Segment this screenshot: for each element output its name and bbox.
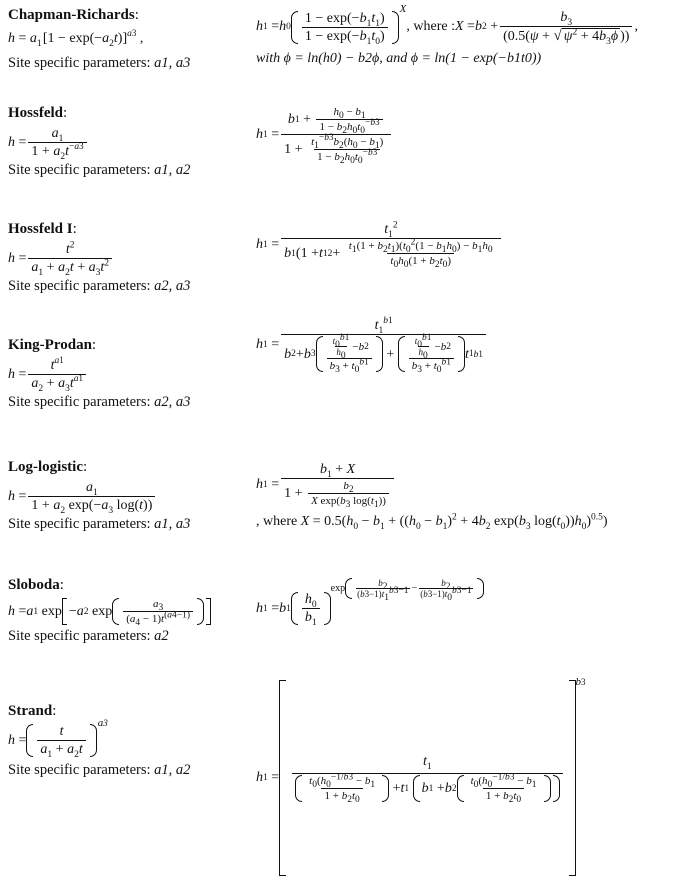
base-equation: h = a 1 exp − a 2 exp $\frac{a_3}{(a_4 - 1)t^{(a4-1)}}$ — [8, 598, 211, 625]
projection-equation: h 1 = $t_1^2$ b 1 (1 + t 1 2 + $\frac{t_1(1 + b_2t_1)(t_0^2(1 - b_1h_0) - b_1h_0}{t_0h_0(1 + b_2t_0)}$ — [256, 222, 503, 267]
model-strand — [0, 676, 690, 892]
projection-equation: h 1 = b 1 $\frac{h_0}{b_1}$ exp $\frac{b_2}{(b3-1)t_1^{b3-1}}$ − $\frac{b_2}{(b3-1)t_0^{b3-1}}$ — [256, 592, 484, 625]
model-left-column — [8, 6, 248, 72]
model-name — [8, 6, 248, 24]
where-note: , where : — [406, 19, 455, 34]
params-label: Site specific parameters: — [8, 762, 155, 778]
params-list: a2 — [154, 628, 169, 644]
model-hossfeld — [0, 104, 690, 199]
projection-equation: h 1 = b 1 + $\frac{h_0 - b_1}{1 - b_2h_0t_0^{-b3}}$ 1 + $\frac{t_1^{-b3}b_2(h_0 - b_1)}{1 - b_2h_0t_0^{-b3}}$ — [256, 106, 393, 163]
site-parameters — [8, 515, 248, 533]
phi-note: with ϕ = ln(h0) − b2ϕ, and ϕ = ln(1 − exp(−b1t0)) — [256, 51, 542, 66]
params-label: Site specific parameters: — [8, 162, 155, 178]
model-name — [8, 576, 258, 594]
model-name-colon: : — [59, 577, 64, 593]
model-left-column — [8, 458, 248, 533]
projection-equation: h 1 = h 0 $\frac{1 - \exp(-b_1t_1)}{1 - \exp(-b_1t_0)}$ X , where : X = b 2 + $b_3$ (0.5(ψ + √ $\psi^2 + 4b_3\phi$ )) , — [256, 3, 638, 47]
model-name-text: Strand — [8, 703, 53, 719]
x-definition: , where $X = 0.5(h_0 - b_1 + ((h_0 - b_1)^2 + 4b_2$ $\exp(b_3$ $\log(t_0))h_0)^{0.5}$) — [256, 512, 608, 532]
model-name — [8, 702, 248, 720]
model-name-colon: : — [134, 7, 139, 23]
model-left-column — [8, 702, 248, 779]
model-name-colon: : — [63, 105, 68, 121]
model-name-text: Hossfeld — [8, 105, 64, 121]
model-name-text: Hossfeld I — [8, 221, 73, 237]
model-left-column — [8, 220, 248, 295]
model-sloboda — [0, 576, 690, 676]
model-name-text: Sloboda — [8, 577, 60, 593]
model-name-colon: : — [91, 337, 97, 353]
base-equation: h = $\frac{t^2}{a_1 + a_2t + a_3t^2}$ — [8, 242, 114, 275]
params-list: a2, a3 — [154, 394, 191, 410]
model-right-column — [256, 104, 686, 167]
model-right-column — [256, 676, 686, 876]
site-parameters — [8, 54, 248, 72]
model-right-column — [256, 458, 686, 531]
model-name — [8, 458, 248, 476]
base-equation: h = $\frac{a_1}{1 + a_2 \exp(-a_3 \log(t))}$ — [8, 480, 157, 513]
base-equation: h = $\frac{t}{a_1 + a_2t}$ a3 — [8, 716, 108, 760]
params-label: Site specific parameters: — [8, 394, 155, 410]
model-name-colon: : — [72, 221, 77, 237]
params-label: Site specific parameters: — [8, 516, 155, 532]
model-name-colon: : — [83, 459, 88, 475]
model-right-column — [256, 315, 686, 376]
model-name — [8, 336, 248, 354]
model-left-column — [8, 104, 248, 179]
params-list: a1, a3 — [154, 55, 191, 71]
model-name-text: Log-logistic — [8, 459, 83, 475]
params-list: a1, a2 — [154, 762, 191, 778]
params-list: a1, a2 — [154, 162, 191, 178]
params-label: Site specific parameters: — [8, 278, 155, 294]
projection-equation: h 1 = $b_1 + X$ 1 + $\frac{b_2}{X \exp(b_3 \log(t_1))}$ — [256, 462, 396, 507]
model-hossfeld-i — [0, 220, 690, 310]
model-right-column — [256, 3, 686, 68]
params-list: a1, a3 — [154, 516, 191, 532]
site-parameters — [8, 761, 248, 779]
where-note: , where — [256, 514, 301, 529]
model-name-text: King-Prodan — [8, 337, 92, 353]
base-equation: $h = a_1$ $[1 - \exp(-a_2t)]^{a3}$ , — [8, 28, 144, 49]
base-equation: h = $\frac{a_1}{1 + a_2t^{-a3}}$ — [8, 126, 89, 159]
base-equation: h = $\frac{t^{a1}}{a_2 + a_3t^{a1}}$ — [8, 358, 88, 391]
site-parameters — [8, 161, 248, 179]
projection-equation: h 1 = $t_1$ $\frac{t_0(h_0^{-1/b3} - b_1}{1 + b_2t_0}$ + t 1 b 1 + b 2 $\frac{t_0(h_0^{-1/b3} - b_1}{1 + b_2t_0}$ b3 — [256, 680, 586, 876]
model-name-text: Chapman-Richards — [8, 7, 135, 23]
site-parameters — [8, 627, 258, 645]
model-chapman-richards — [0, 3, 690, 86]
model-name — [8, 104, 248, 122]
model-name-colon: : — [52, 703, 57, 719]
model-king-prodan — [0, 315, 690, 448]
params-list: a2, a3 — [154, 278, 191, 294]
params-label: Site specific parameters: — [8, 628, 155, 644]
site-parameters — [8, 393, 248, 411]
site-parameters — [8, 277, 248, 295]
model-left-column — [8, 576, 258, 645]
phi-definition — [256, 50, 686, 68]
model-name — [8, 220, 248, 238]
model-right-column — [256, 220, 686, 271]
model-left-column — [8, 336, 248, 411]
params-label: Site specific parameters: — [8, 55, 155, 71]
model-right-column — [256, 576, 686, 628]
model-log-logistic — [0, 458, 690, 558]
projection-equation: h 1 = $t_1^{b1}$ b 2 + b 3 $\frac{t_0^{b1}}{h_0}$ − b 2 $b_3 + t_0^{b1}$ + $\frac{t_0^{b1}}{h_0}$ − b 2 $b_3 + t_0^{b1}$ t 1 b1 — [256, 318, 488, 372]
